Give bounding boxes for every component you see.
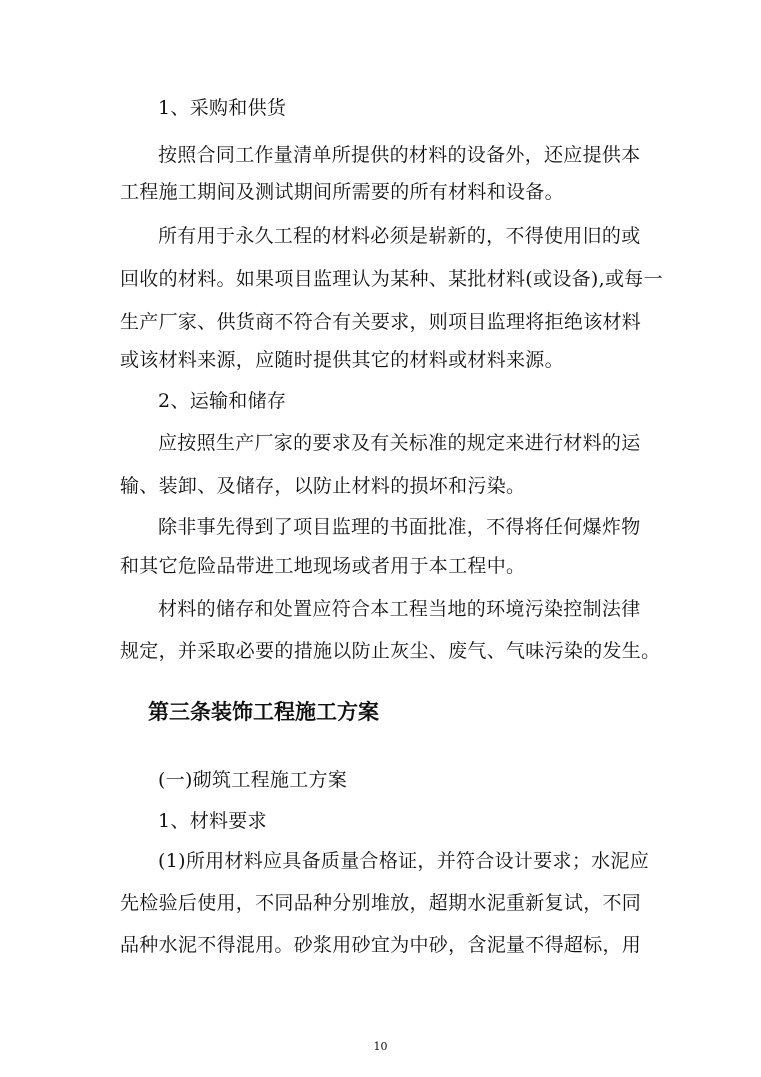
paragraph-line: 品种水泥不得混用。砂浆用砂宜为中砂，含泥量不得超标，用 [120, 934, 642, 956]
paragraph-line: 除非事先得到了项目监理的书面批准，不得将任何爆炸物 [158, 516, 641, 538]
subheading-transport: 2、运输和储存 [158, 390, 287, 412]
page-number: 10 [373, 1040, 388, 1053]
subheading-materials: 1、材料要求 [158, 810, 267, 832]
paragraph-line: 工程施工期间及测试期间所需要的所有材料和设备。 [120, 181, 564, 203]
paragraph-line: 应按照生产厂家的要求及有关标准的规定来进行材料的运 [158, 432, 641, 454]
paragraph-line: (1)所用材料应具备质量合格证，并符合设计要求；水泥应 [158, 850, 650, 872]
subheading-masonry: (一)砌筑工程施工方案 [158, 769, 348, 791]
paragraph-line: 回收的材料。如果项目监理认为某种、某批材料(或设备),或每一 [120, 268, 663, 290]
paragraph-line: 先检验后使用，不同品种分别堆放，超期水泥重新复试，不同 [120, 892, 642, 914]
subheading-procurement: 1、采购和供货 [158, 97, 287, 119]
paragraph-line: 输、装卸、及储存，以防止材料的损坏和污染。 [120, 475, 526, 497]
paragraph-line: 按照合同工作量清单所提供的材料的设备外，还应提供本 [158, 144, 641, 166]
paragraph-line: 或该材料来源，应随时提供其它的材料或材料来源。 [120, 349, 564, 371]
paragraph-line: 和其它危险品带进工地现场或者用于本工程中。 [120, 555, 526, 577]
paragraph-line: 所有用于永久工程的材料必须是崭新的，不得使用旧的或 [158, 225, 641, 247]
section-heading: 第三条装饰工程施工方案 [148, 699, 379, 724]
paragraph-line: 规定，并采取必要的措施以防止灰尘、废气、气味污染的发生。 [120, 640, 661, 662]
paragraph-line: 材料的储存和处置应符合本工程当地的环境污染控制法律 [158, 598, 641, 620]
paragraph-line: 生产厂家、供货商不符合有关要求，则项目监理将拒绝该材料 [120, 311, 642, 333]
